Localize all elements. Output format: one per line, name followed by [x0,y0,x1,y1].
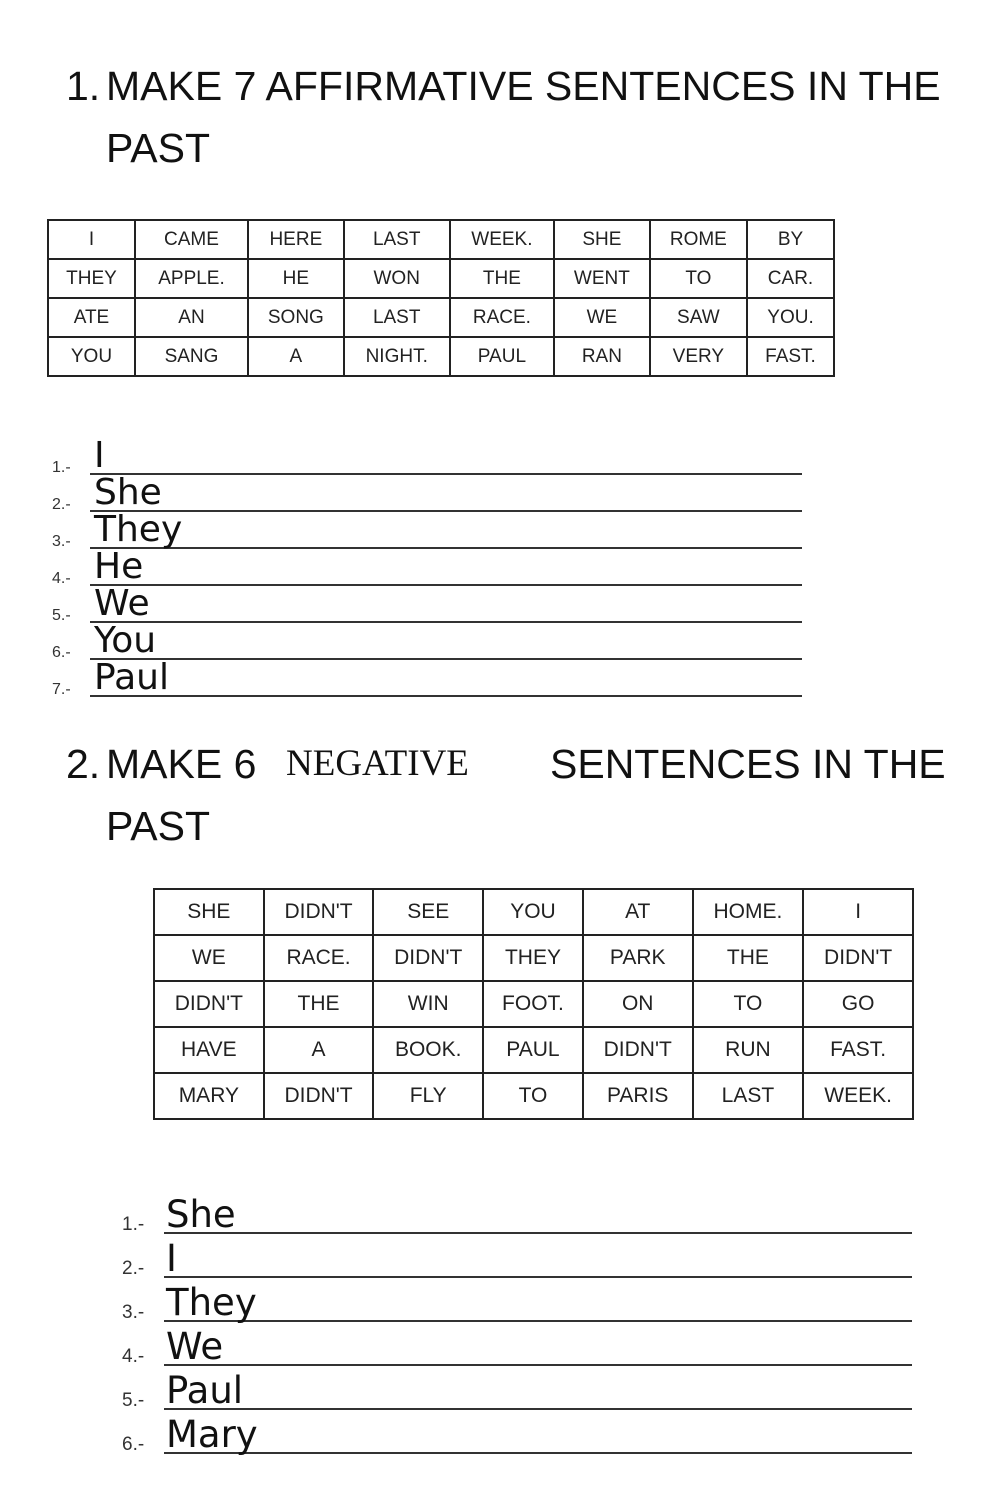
grid-cell: THE [693,935,804,981]
grid-cell: BOOK. [373,1027,483,1073]
grid-cell: LAST [344,220,450,259]
grid-cell: VERY [650,337,747,376]
answer-line[interactable] [90,584,802,586]
answer-row [52,546,812,588]
grid-cell: WON [344,259,450,298]
grid-cell: A [248,337,344,376]
answer-line[interactable] [164,1276,912,1278]
grid-row [48,220,834,259]
grid-cell: WE [154,935,264,981]
answer-list-2 [122,1192,922,1462]
grid-cell: DIDN'T [803,935,913,981]
answer-row [52,509,812,551]
answer-number: 6.- [52,644,71,661]
grid-cell: RUN [693,1027,804,1073]
answer-text: They [166,1281,257,1324]
grid-cell: PARK [583,935,693,981]
grid-cell: CAME [135,220,248,259]
answer-line[interactable] [164,1364,912,1366]
grid-cell: HERE [248,220,344,259]
grid-cell: DIDN'T [154,981,264,1027]
grid-row [154,1027,913,1073]
answer-line[interactable] [164,1232,912,1234]
answer-line[interactable] [90,658,802,660]
section-2-title-line-2: PAST [106,803,211,849]
answer-text: She [166,1193,236,1236]
grid-cell: ON [583,981,693,1027]
answer-line[interactable] [90,547,802,549]
grid-cell: THE [450,259,554,298]
grid-cell: APPLE. [135,259,248,298]
grid-cell: RACE. [450,298,554,337]
answer-text: We [166,1325,224,1368]
answer-row [52,657,812,699]
grid-cell: WEEK. [803,1073,913,1119]
grid-cell: TO [693,981,804,1027]
grid-cell: WIN [373,981,483,1027]
answer-line[interactable] [164,1452,912,1454]
grid-cell: SAW [650,298,747,337]
grid-cell: GO [803,981,913,1027]
answer-text: Paul [166,1369,244,1412]
grid-cell: ROME [650,220,747,259]
grid-cell: DIDN'T [373,935,483,981]
grid-cell: RAN [554,337,650,376]
grid-cell: TO [483,1073,583,1119]
grid-cell: PAUL [450,337,554,376]
word-grid-2 [153,888,914,1120]
grid-cell: MARY [154,1073,264,1119]
grid-cell: BY [747,220,834,259]
grid-cell: AT [583,889,693,935]
grid-row [154,1073,913,1119]
grid-cell: FAST. [803,1027,913,1073]
grid-row [48,337,834,376]
answer-text: I [94,435,105,476]
grid-cell: WE [554,298,650,337]
answer-line[interactable] [90,510,802,512]
grid-cell: PAUL [483,1027,583,1073]
answer-number: 2.- [52,496,71,513]
answer-number: 4.- [122,1346,145,1367]
answer-number: 1.- [122,1214,145,1235]
grid-cell: HOME. [693,889,804,935]
grid-cell: I [48,220,135,259]
answer-row [122,1412,922,1456]
answer-number: 7.- [52,681,71,698]
grid-cell: FLY [373,1073,483,1119]
answer-line[interactable] [90,473,802,475]
grid-cell: PARIS [583,1073,693,1119]
grid-row [48,259,834,298]
grid-cell: DIDN'T [264,889,374,935]
answer-text: They [94,509,183,550]
answer-number: 6.- [122,1434,145,1455]
grid-cell: DIDN'T [264,1073,374,1119]
grid-cell: DIDN'T [583,1027,693,1073]
answer-line[interactable] [164,1320,912,1322]
section-2-title-negative: NEGATIVE [286,743,469,784]
grid-cell: ATE [48,298,135,337]
grid-cell: YOU. [747,298,834,337]
answer-number: 2.- [122,1258,145,1279]
answer-line[interactable] [90,621,802,623]
grid-cell: YOU [48,337,135,376]
answer-row [122,1280,922,1324]
grid-cell: FAST. [747,337,834,376]
grid-row [48,298,834,337]
answer-row [122,1236,922,1280]
section-1-title-line-1: MAKE 7 AFFIRMATIVE SENTENCES IN THE [106,63,941,109]
answer-number: 4.- [52,570,71,587]
answer-number: 5.- [122,1390,145,1411]
grid-cell: SONG [248,298,344,337]
section-2-title-part-c: SENTENCES IN THE [550,741,946,787]
grid-cell: SANG [135,337,248,376]
grid-cell: I [803,889,913,935]
grid-cell: THEY [483,935,583,981]
answer-text: He [94,546,144,587]
answer-number: 3.- [122,1302,145,1323]
answer-text: She [94,472,162,513]
grid-cell: FOOT. [483,981,583,1027]
grid-row [154,935,913,981]
section-2-number: 2. [66,741,101,787]
grid-cell: RACE. [264,935,374,981]
grid-cell: A [264,1027,374,1073]
grid-cell: NIGHT. [344,337,450,376]
grid-cell: HE [248,259,344,298]
answer-line[interactable] [90,695,802,697]
answer-text: You [94,620,157,661]
answer-row [52,583,812,625]
answer-line[interactable] [164,1408,912,1410]
answer-row [122,1368,922,1412]
grid-cell: SHE [154,889,264,935]
grid-cell: TO [650,259,747,298]
grid-cell: CAR. [747,259,834,298]
section-1-title-line-2: PAST [106,125,211,171]
section-1-heading [66,55,946,185]
grid-cell: LAST [693,1073,804,1119]
answer-number: 1.- [52,459,71,476]
answer-row [52,435,812,477]
answer-text: We [94,583,150,624]
grid-cell: HAVE [154,1027,264,1073]
grid-cell: SEE [373,889,483,935]
grid-cell: LAST [344,298,450,337]
answer-list-1 [52,435,812,705]
grid-cell: THE [264,981,374,1027]
answer-number: 3.- [52,533,71,550]
answer-text: Mary [166,1413,258,1456]
grid-row [154,889,913,935]
answer-row [122,1192,922,1236]
grid-cell: AN [135,298,248,337]
answer-row [122,1324,922,1368]
grid-cell: YOU [483,889,583,935]
grid-cell: WEEK. [450,220,554,259]
section-1-number: 1. [66,63,101,109]
grid-cell: WENT [554,259,650,298]
word-grid-1 [47,219,835,377]
answer-text: I [166,1237,177,1280]
answer-number: 5.- [52,607,71,624]
grid-cell: SHE [554,220,650,259]
answer-text: Paul [94,657,169,698]
grid-row [154,981,913,1027]
grid-cell: THEY [48,259,135,298]
section-2-heading [66,733,946,863]
section-2-title-part-a: MAKE 6 [106,741,257,787]
